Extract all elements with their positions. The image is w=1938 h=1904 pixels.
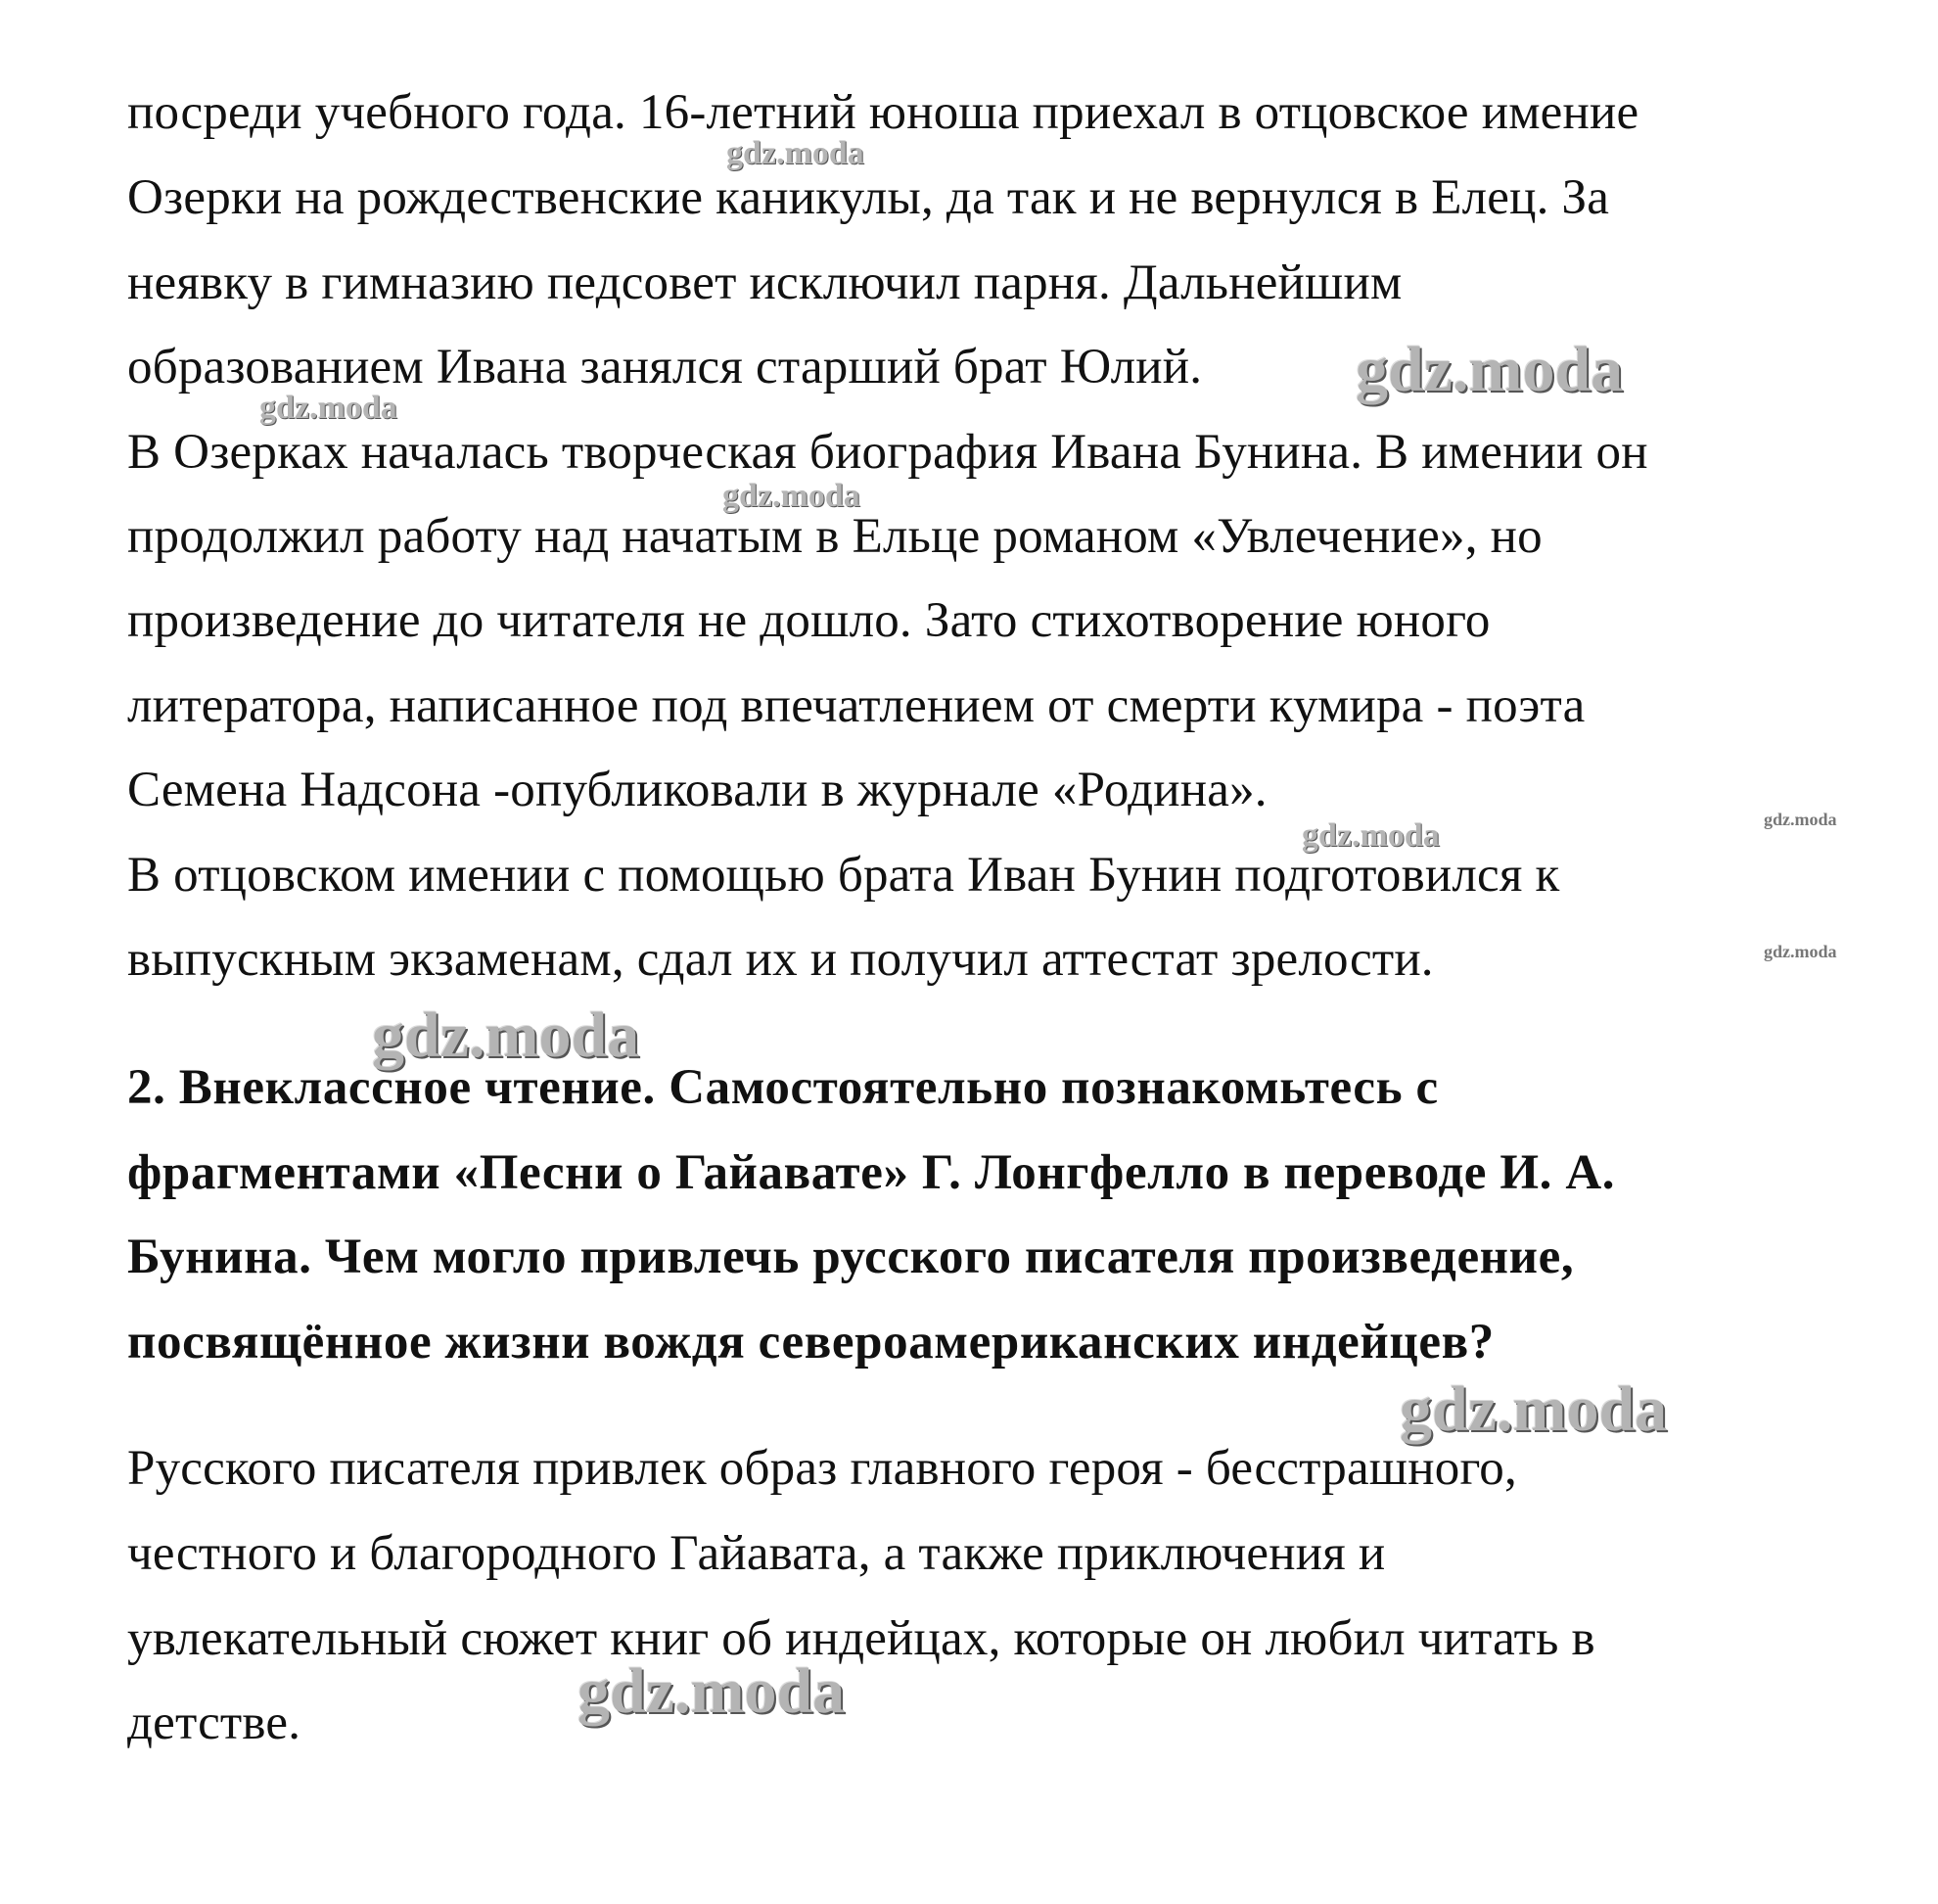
watermark: gdz.moda (372, 999, 640, 1071)
answer-line-1: Русского писателя привлек образ главного героя - бесстрашного, (127, 1441, 1517, 1496)
answer-line-3: увлекательный сюжет книг об индейцах, которые он любил читать в (127, 1611, 1595, 1666)
watermark: gdz.moda (1764, 810, 1837, 829)
answer-line-2: честного и благородного Гайавата, а также приключения и (127, 1526, 1386, 1581)
paragraph-1-line-3: неявку в гимназию педсовет исключил парня. Дальнейшим (127, 255, 1403, 310)
watermark: gdz.moda (1356, 334, 1624, 405)
watermark: gdz.moda (726, 135, 864, 171)
paragraph-2-line-5: Семена Надсона -опубликовали в журнале «Родина». (127, 763, 1268, 817)
answer-line-4: детстве. (127, 1695, 301, 1750)
watermark: gdz.moda (722, 478, 860, 514)
paragraph-1-line-4: образованием Ивана занялся старший брат Юлий. (127, 340, 1203, 395)
watermark: gdz.moda (259, 390, 397, 426)
paragraph-1-line-1: посреди учебного года. 16-летний юноша приехал в отцовское имение (127, 85, 1639, 140)
paragraph-3-line-1: В отцовском имении с помощью брата Иван Бунин подготовился к (127, 848, 1560, 903)
watermark: gdz.moda (1400, 1373, 1668, 1445)
watermark: gdz.moda (1764, 942, 1837, 961)
question-line-2: фрагментами «Песни о Гайавате» Г. Лонгфелло в переводе И. А. (127, 1145, 1616, 1200)
question-line-4: посвящённое жизни вождя североамериканских индейцев? (127, 1315, 1495, 1370)
question-line-3: Бунина. Чем могло привлечь русского писателя произведение, (127, 1230, 1575, 1284)
paragraph-1-line-2: Озерки на рождественские каникулы, да так и не вернулся в Елец. За (127, 170, 1610, 225)
question-line-1: 2. Внеклассное чтение. Самостоятельно познакомьтесь с (127, 1060, 1439, 1115)
watermark: gdz.moda (577, 1655, 846, 1727)
paragraph-2-line-2: продолжил работу над начатым в Ельце романом «Увлечение», но (127, 509, 1543, 564)
watermark: gdz.moda (1302, 817, 1440, 854)
paragraph-3-line-2: выпускным экзаменам, сдал их и получил аттестат зрелости. (127, 932, 1434, 987)
paragraph-2-line-1: В Озерках началась творческая биография Ивана Бунина. В имении он (127, 425, 1648, 480)
paragraph-2-line-3: произведение до читателя не дошло. Зато стихотворение юного (127, 593, 1491, 648)
paragraph-2-line-4: литератора, написанное под впечатлением от смерти кумира - поэта (127, 678, 1586, 733)
